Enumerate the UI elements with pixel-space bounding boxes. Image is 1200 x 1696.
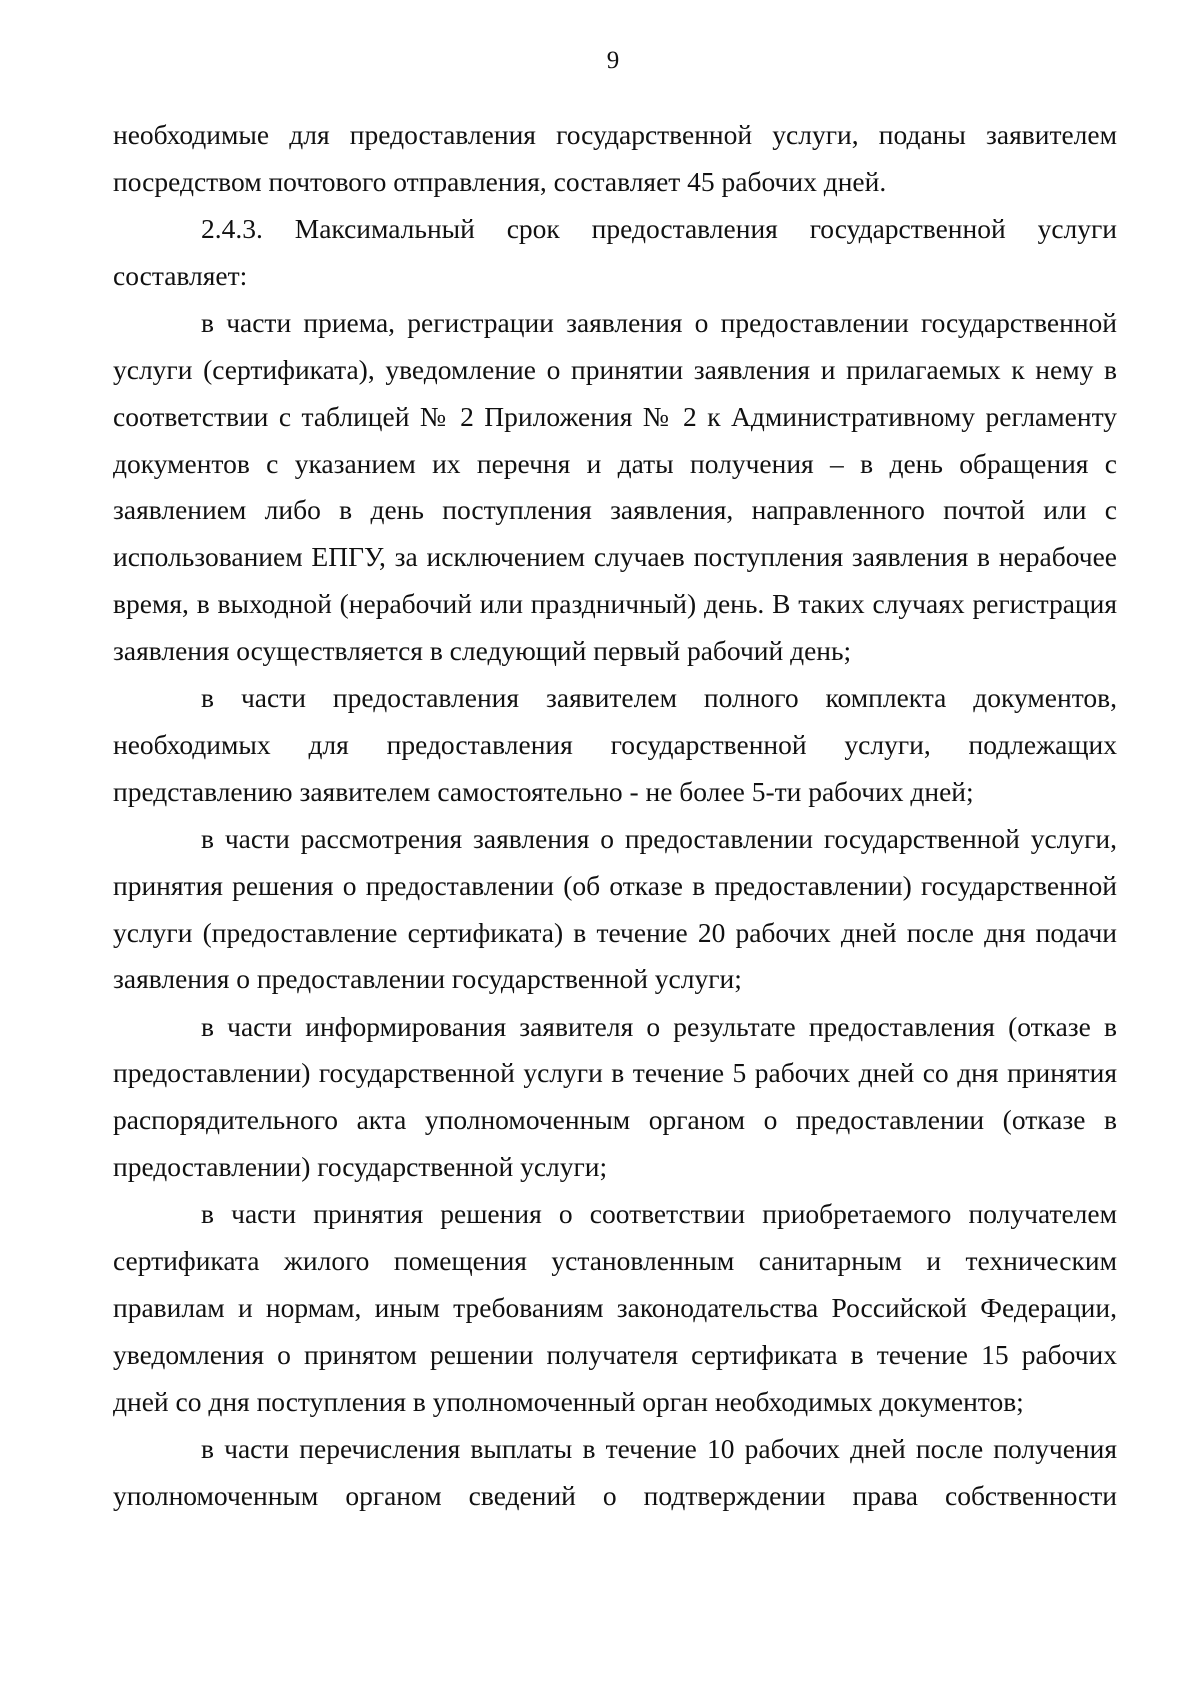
paragraph-payment-transfer: в части перечисления выплаты в течение 10 рабочих дней после получения уполномоченным органом сведений о подтверждении права собственности <box>113 1432 1117 1511</box>
paragraph-continuation: необходимые для предоставления государственной услуги, поданы заявителем посредством почтового отправления, составляет 45 рабочих дней. <box>113 119 1117 197</box>
document-body <box>113 112 1117 1519</box>
paragraph-application-registration: в части приема, регистрации заявления о предоставлении государственной услуги (сертификата), уведомление о принятии заявления и прилагаемых к нему в соответствии с таблицей № 2 Приложения № 2 к Административному регламенту документов с указанием их перечня и даты получения – в день обращения с заявлением либо в день поступления заявления, направленного почтой или с использованием ЕПГУ, за исключением случаев поступления заявления в нерабочее время, в выходной (нерабочий или праздничный) день. В таких случаях регистрация заявления осуществляется в следующий первый рабочий день; <box>113 307 1117 666</box>
paragraph-section-2-4-3: 2.4.3. Максимальный срок предоставления государственной услуги составляет: <box>113 213 1117 291</box>
paragraph-applicant-notification: в части информирования заявителя о результате предоставления (отказе в предоставлении) государственной услуги в течение 5 рабочих дней со дня принятия распорядительного акта уполномоченным органом о предоставлении (отказе в предоставлении) государственной услуги; <box>113 1010 1117 1183</box>
page-number: 9 <box>606 47 620 74</box>
paragraph-housing-compliance: в части принятия решения о соответствии приобретаемого получателем сертификата жилого помещения установленным санитарным и техническим правилам и нормам, иным требованиям законодательства Российской Федерации, уведомления о принятом решении получателя сертификата в течение 15 рабочих дней со дня поступления в уполномоченный орган необходимых документов; <box>113 1198 1117 1417</box>
paragraph-documents-submission: в части предоставления заявителем полного комплекта документов, необходимых для предоставления государственной услуги, подлежащих представлению заявителем самостоятельно - не более 5-ти рабочих дней; <box>113 682 1117 807</box>
paragraph-application-review: в части рассмотрения заявления о предоставлении государственной услуги, принятия решения о предоставлении (об отказе в предоставлении) государственной услуги (предоставление сертификата) в течение 20 рабочих дней после дня подачи заявления о предоставлении государственной услуги; <box>113 822 1117 995</box>
